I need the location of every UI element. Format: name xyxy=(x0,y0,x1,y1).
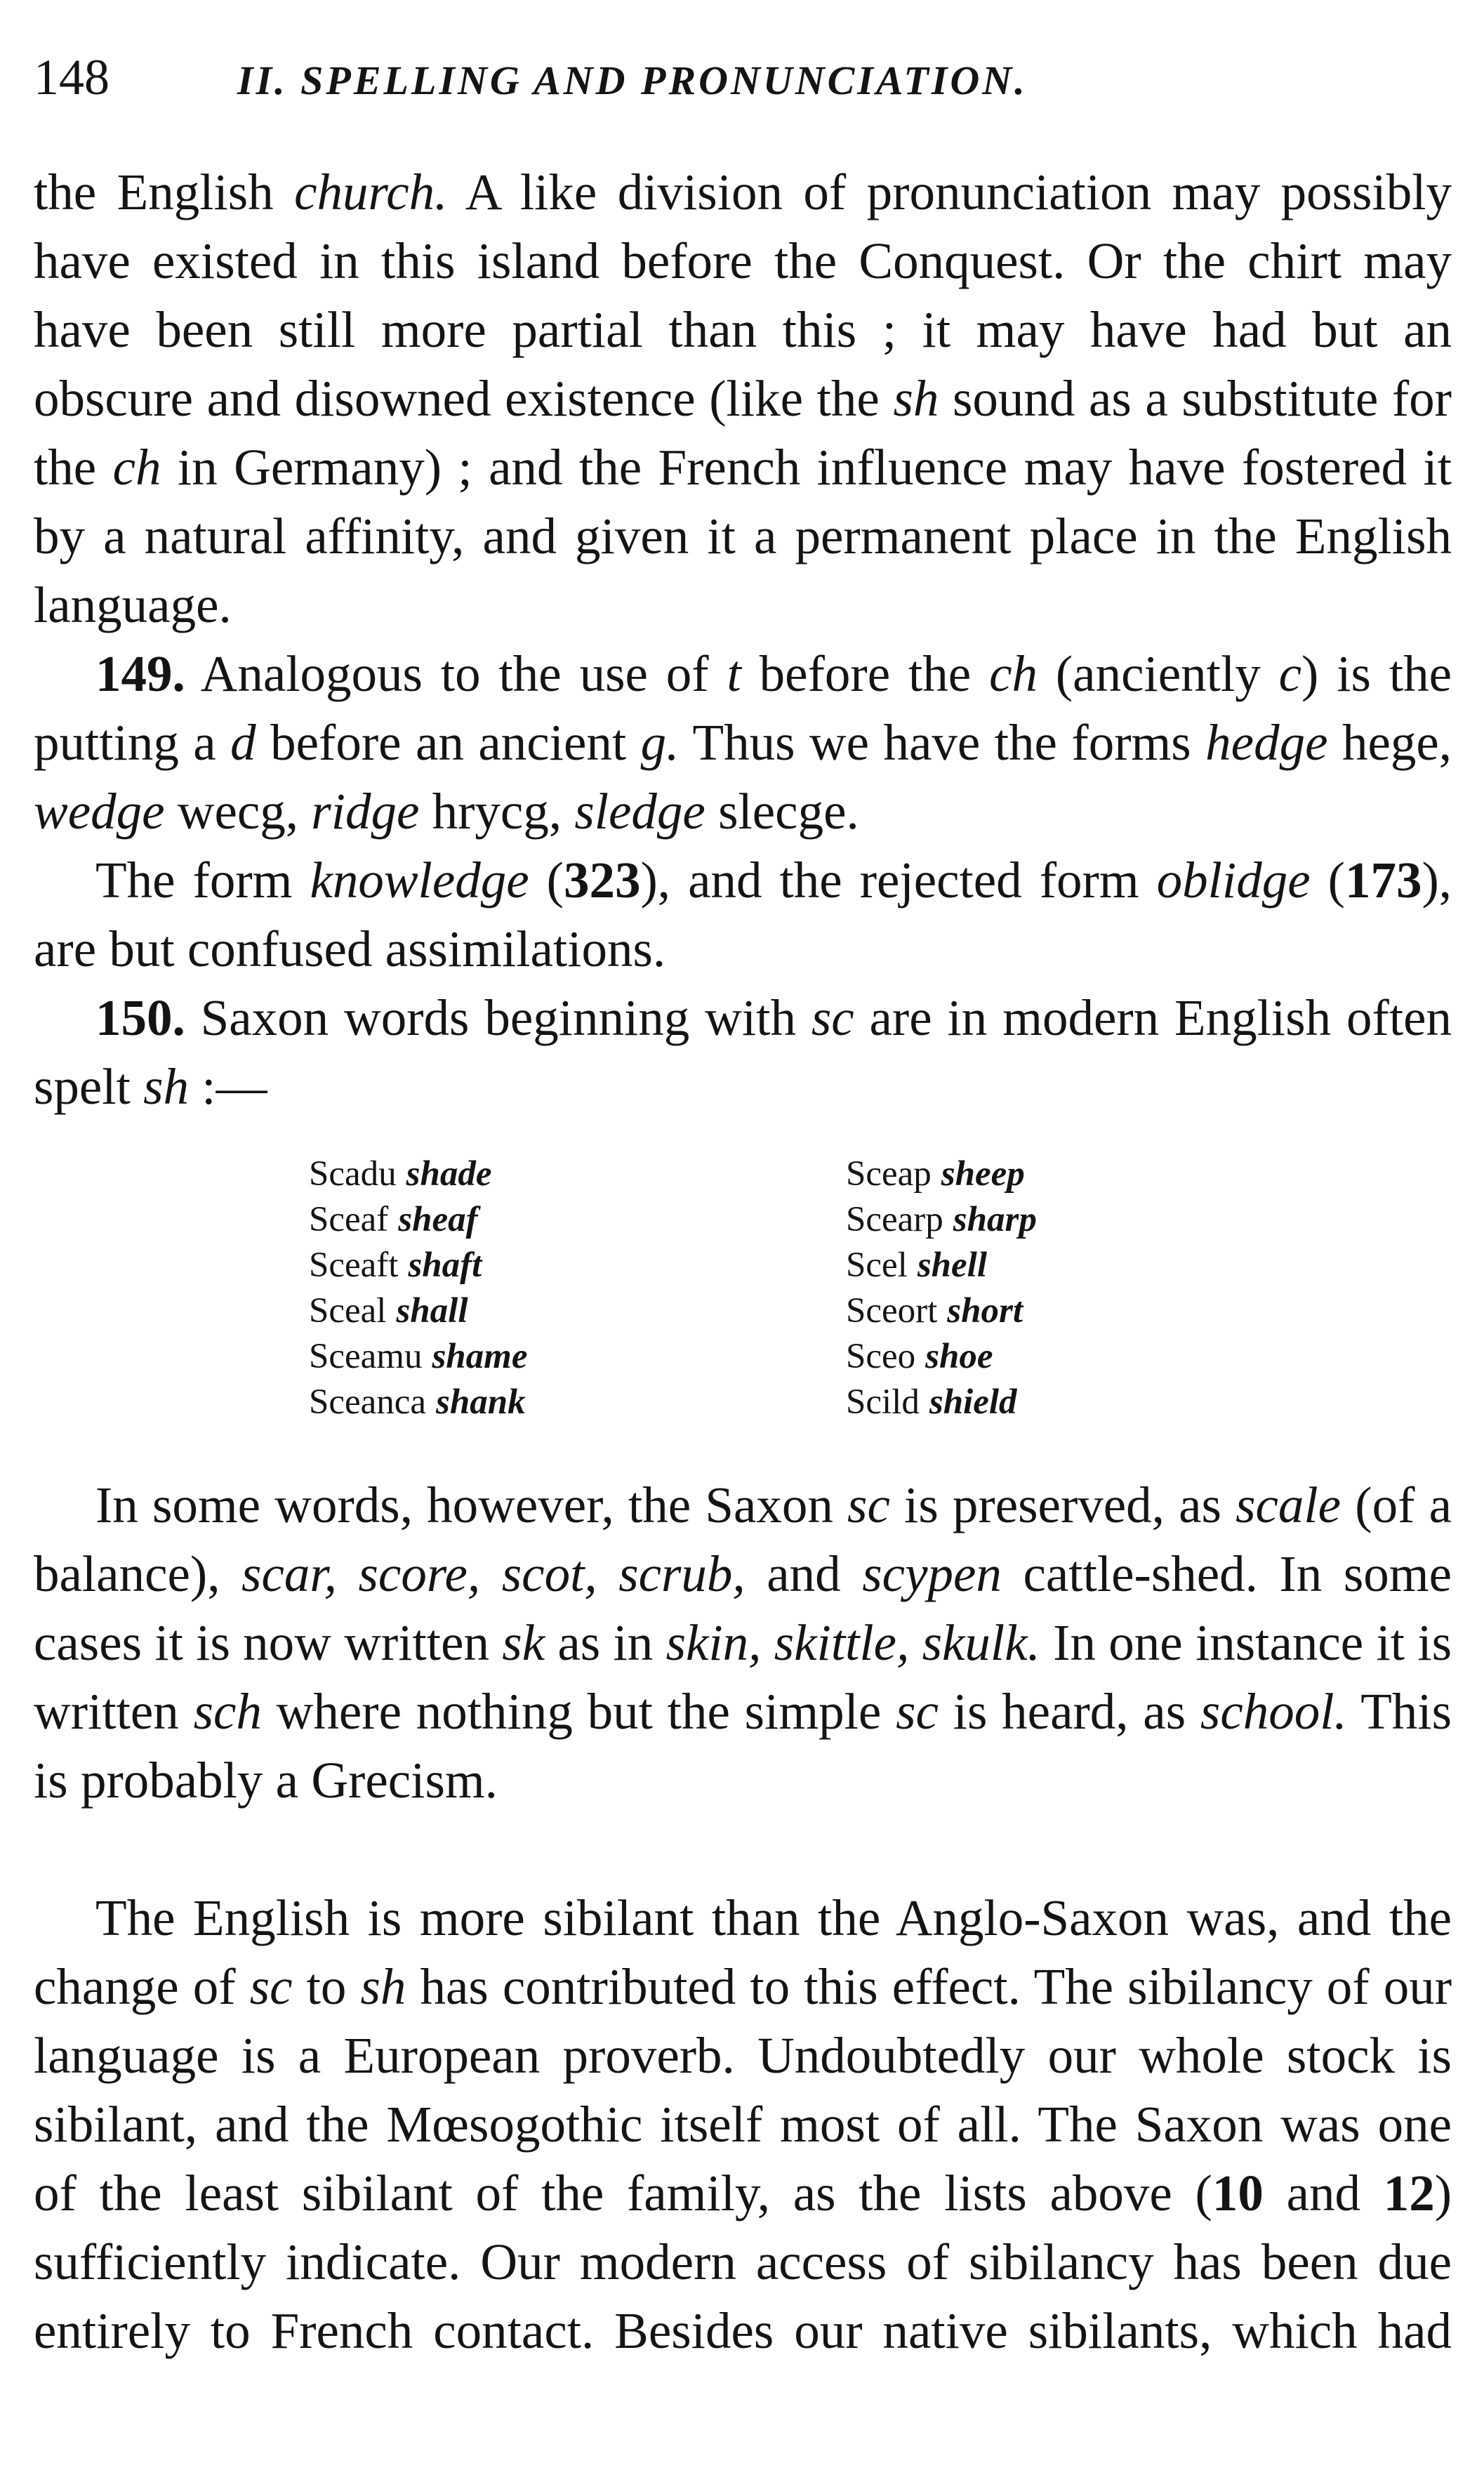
text-run: is preserved, as xyxy=(889,1477,1236,1533)
text-run: and xyxy=(1263,2165,1384,2222)
modern-word: shell xyxy=(917,1246,987,1285)
italic-word: sk xyxy=(502,1614,545,1671)
saxon-word: Sceanca xyxy=(309,1382,427,1422)
saxon-word: Sceap xyxy=(846,1154,932,1194)
italic-word: scar, score, scot, scrub, xyxy=(241,1545,746,1602)
running-head: II. SPELLING AND PRONUNCIATION. xyxy=(237,58,1028,103)
italic-word: sc xyxy=(249,1958,293,2015)
word-pair xyxy=(309,1334,527,1380)
modern-word: shield xyxy=(929,1382,1017,1422)
modern-word: shank xyxy=(436,1382,526,1422)
italic-word: ch xyxy=(989,645,1038,702)
text-run: ) sufficiently indicate. Our modern access of sibilancy has been due entirely to French contact. Besides our native sibilants, which had xyxy=(34,2165,1452,2359)
saxon-word: Scel xyxy=(846,1246,908,1285)
italic-word: sledge xyxy=(574,783,705,840)
saxon-word: Sceo xyxy=(846,1337,916,1376)
modern-word: short xyxy=(947,1291,1023,1331)
saxon-word: Sceort xyxy=(846,1291,938,1331)
word-table-right-column xyxy=(846,1151,1037,1425)
text-run: The English is more sibilant than the Anglo-Saxon was, and the change of xyxy=(34,1889,1452,2015)
italic-word: knowledge xyxy=(310,852,529,909)
saxon-word: Scild xyxy=(846,1382,920,1422)
text-run: The form xyxy=(95,852,310,909)
text-run: sound as a substitute for the xyxy=(34,370,1452,496)
word-pair xyxy=(309,1197,527,1243)
saxon-word: Scearp xyxy=(846,1200,943,1239)
saxon-word: Sceamu xyxy=(309,1337,423,1376)
modern-word: shoe xyxy=(925,1337,993,1376)
section-number: 149. xyxy=(95,645,185,702)
text-run: Thus we have the forms xyxy=(679,714,1206,771)
text-run: before an ancient xyxy=(256,714,641,771)
word-pair xyxy=(309,1243,527,1288)
text-run: ), are but confused assimilations. xyxy=(34,852,1452,977)
italic-word: sc xyxy=(896,1683,939,1740)
text-run: before the xyxy=(741,645,990,702)
italic-word: ch xyxy=(112,439,161,496)
italic-word: scypen xyxy=(862,1545,1002,1602)
text-run: and xyxy=(745,1545,863,1602)
italic-word: sc xyxy=(847,1477,890,1533)
word-pair xyxy=(309,1151,527,1197)
cross-reference: 12 xyxy=(1383,2165,1435,2222)
word-pair xyxy=(846,1151,1037,1197)
word-pair xyxy=(309,1288,527,1334)
paragraph-149 xyxy=(34,640,1452,846)
modern-word: sharp xyxy=(953,1200,1037,1239)
section-number: 150. xyxy=(95,989,185,1046)
word-pair xyxy=(846,1243,1037,1288)
paragraph-continuation xyxy=(34,158,1452,640)
italic-word: t xyxy=(727,645,741,702)
italic-word: skin, skittle, skulk. xyxy=(665,1614,1040,1671)
text-run: A like division of pronunciation may possibly have existed in this island before the Conquest. Or the chirt may have been still more partial than this ; it may have had but an obscure and disowned existence (like the xyxy=(34,164,1452,427)
text-run: (of a balance), xyxy=(34,1477,1452,1602)
text-run: ( xyxy=(1310,852,1345,909)
text-run: hege, xyxy=(1327,714,1452,771)
page-number: 148 xyxy=(34,49,110,105)
modern-word: shade xyxy=(406,1154,492,1194)
text-run: Saxon words beginning with xyxy=(185,989,811,1046)
word-pair xyxy=(846,1334,1037,1380)
text-run: This is probably a Grecism. xyxy=(34,1683,1452,1809)
text-run: :— xyxy=(189,1058,267,1115)
italic-word: sc xyxy=(811,989,854,1046)
italic-word: sh xyxy=(360,1958,406,2015)
modern-word: shame xyxy=(432,1337,528,1376)
italic-word: hedge xyxy=(1205,714,1328,771)
text-run: is heard, as xyxy=(938,1683,1200,1740)
word-pair xyxy=(846,1197,1037,1243)
saxon-word: Sceaft xyxy=(309,1246,399,1285)
text-run: as in xyxy=(545,1614,666,1671)
text-run: has contributed to this effect. The sibilancy of our language is a European proverb. Undoubtedly our whole stock is sibilant, and the Mœsogothic itself most of all. The Saxon was one of the least sibilant of the family, as the lists above ( xyxy=(34,1958,1452,2222)
italic-word: d xyxy=(230,714,256,771)
italic-word: sh xyxy=(893,370,939,427)
page-header xyxy=(34,42,1452,119)
text-run: Analogous to the use of xyxy=(185,645,727,702)
word-pair xyxy=(846,1288,1037,1334)
saxon-word: Sceal xyxy=(309,1291,387,1331)
text-run: ), and the rejected form xyxy=(640,852,1157,909)
italic-word: wedge xyxy=(34,783,165,840)
text-run: cattle-shed. In some cases it is now written xyxy=(34,1545,1452,1671)
italic-word: ridge xyxy=(311,783,420,840)
text-run: ) is the putting a xyxy=(34,645,1452,771)
modern-word: sheep xyxy=(941,1154,1025,1194)
word-pair xyxy=(309,1380,527,1425)
italic-word: scale xyxy=(1235,1477,1341,1533)
text-run: ( xyxy=(529,852,564,909)
text-run: slecge. xyxy=(705,783,859,840)
italic-word: sh xyxy=(143,1058,190,1115)
text-run: the English xyxy=(34,164,295,220)
text-run: in Germany) ; and the French influence may have fostered it by a natural affinity, and given it a permanent place in the English language. xyxy=(34,439,1452,633)
text-run: where nothing but the simple xyxy=(261,1683,896,1740)
text-run: (anciently xyxy=(1037,645,1279,702)
paragraph-150-sc-preserved xyxy=(34,1471,1452,1815)
saxon-word: Sceaf xyxy=(309,1200,389,1239)
cross-reference: 323 xyxy=(563,852,641,909)
paragraph-150-sibilancy xyxy=(34,1884,1452,2365)
modern-word: sheaf xyxy=(398,1200,478,1239)
italic-word: c xyxy=(1278,645,1302,702)
text-run: hrycg, xyxy=(419,783,575,840)
text-run: In some words, however, the Saxon xyxy=(95,1477,848,1533)
paragraph-149-knowledge xyxy=(34,846,1452,984)
paragraph-150 xyxy=(34,984,1452,1121)
cross-reference: 173 xyxy=(1344,852,1422,909)
italic-word: school. xyxy=(1200,1683,1347,1740)
word-table-left-column xyxy=(309,1151,527,1425)
text-run: are in modern English often spelt xyxy=(34,989,1452,1115)
modern-word: shaft xyxy=(408,1246,482,1285)
italic-word: oblidge xyxy=(1156,852,1311,909)
italic-word: church. xyxy=(294,164,448,220)
text-run: wecg, xyxy=(164,783,312,840)
text-run: to xyxy=(292,1958,361,2015)
cross-reference: 10 xyxy=(1212,2165,1264,2222)
italic-word: g. xyxy=(640,714,680,771)
text-run: In one instance it is written xyxy=(34,1614,1452,1740)
modern-word: shall xyxy=(396,1291,468,1331)
saxon-word: Scadu xyxy=(309,1154,397,1194)
word-pair xyxy=(846,1380,1037,1425)
italic-word: sch xyxy=(193,1683,262,1740)
